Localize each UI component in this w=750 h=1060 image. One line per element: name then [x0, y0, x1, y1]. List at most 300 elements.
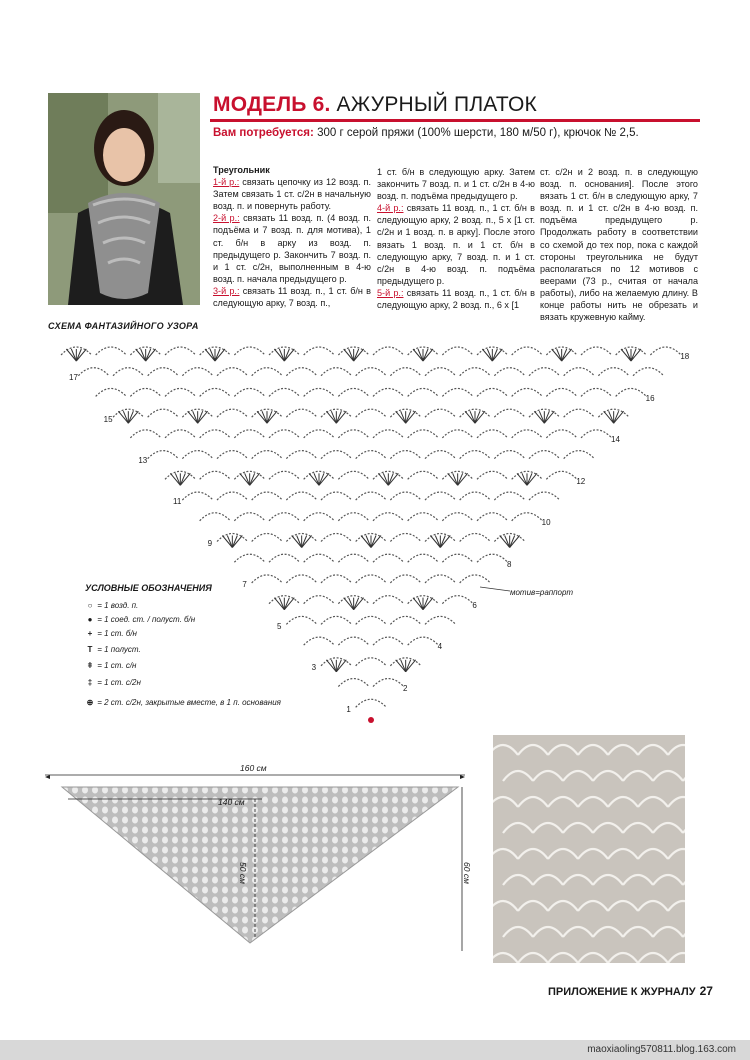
chain-arc — [269, 554, 300, 562]
fan-stitch — [146, 349, 151, 361]
fan-stitch — [440, 536, 445, 548]
fan-stitch — [257, 411, 267, 423]
fan-stitch — [388, 473, 398, 485]
chain-arc — [529, 368, 560, 376]
chain-arc — [338, 513, 369, 521]
row-1-label: 1-й р.: — [213, 177, 240, 188]
chain-arc — [200, 471, 231, 479]
chain-arc — [356, 451, 387, 459]
chain-arc — [494, 368, 525, 376]
chain-arc — [546, 471, 577, 479]
fan-stitch — [274, 349, 284, 361]
chain-arc — [512, 388, 543, 396]
chain-arc — [304, 637, 335, 645]
fan-stitch — [482, 349, 492, 361]
fan-stitch — [500, 536, 510, 548]
fan-stitch — [418, 349, 423, 361]
fan-stitch — [354, 349, 359, 361]
chain-arc — [304, 430, 335, 438]
fan-stitch — [388, 473, 393, 485]
fan-stitch — [128, 411, 138, 423]
chain-arc — [113, 368, 144, 376]
chain-arc — [408, 471, 439, 479]
lace-arc — [638, 745, 668, 755]
chain-arc — [252, 451, 283, 459]
fan-stitch — [279, 598, 284, 610]
fan-stitch — [401, 660, 406, 672]
lace-arc — [563, 875, 593, 885]
chain-arc — [269, 388, 300, 396]
watermark-text: maoxiaoling570811.blog.163.com — [587, 1044, 736, 1055]
lace-arc — [593, 927, 623, 937]
row-number: 3 — [311, 663, 317, 673]
single-crochet-icon: + — [87, 629, 93, 638]
cluster-icon: ⊕ — [86, 698, 94, 707]
chain-arc — [217, 368, 248, 376]
lace-arc — [683, 823, 685, 833]
chain-arc — [321, 616, 352, 624]
lace-arc — [623, 771, 653, 781]
fan-stitch — [118, 411, 128, 423]
fan-stitch — [475, 411, 485, 423]
fan-stitch — [314, 473, 319, 485]
scheme-title: СХЕМА ФАНТАЗИЙНОГО УЗОРА — [48, 321, 199, 331]
fan-stitch — [227, 536, 232, 548]
fan-stitch — [274, 598, 284, 610]
fan-stitch — [423, 349, 428, 361]
chain-arc — [286, 575, 317, 583]
fan-stitch — [76, 349, 86, 361]
chain-arc — [442, 347, 473, 355]
start-marker — [368, 717, 374, 723]
fan-stitch — [487, 349, 492, 361]
lace-arc — [593, 771, 623, 781]
chain-arc — [269, 471, 300, 479]
fan-stitch — [76, 349, 81, 361]
fan-stitch — [262, 411, 267, 423]
lace-arc — [608, 901, 638, 911]
fan-stitch — [284, 349, 289, 361]
row-5-label: 5-й р.: — [377, 287, 404, 298]
row-number: 1 — [346, 704, 351, 714]
lace-arc — [638, 849, 668, 859]
fan-stitch — [626, 349, 631, 361]
fan-stitch — [232, 536, 242, 548]
lace-arc — [653, 771, 683, 781]
chain-arc — [356, 658, 387, 666]
chain-arc — [373, 347, 404, 355]
chain-arc — [234, 513, 265, 521]
chain-arc — [269, 513, 300, 521]
lace-arc — [623, 927, 653, 937]
chain-arc — [217, 409, 248, 417]
chain-arc — [529, 492, 560, 500]
fan-stitch — [267, 411, 277, 423]
row-number: 18 — [680, 352, 690, 362]
fan-stitch — [621, 349, 631, 361]
chain-arc — [234, 430, 265, 438]
fan-stitch — [146, 349, 156, 361]
fan-stitch — [250, 473, 255, 485]
motif-pointer — [480, 585, 512, 597]
fan-stitch — [544, 411, 549, 423]
fan-stitch — [366, 536, 371, 548]
chain-arc — [182, 492, 213, 500]
fan-stitch — [401, 411, 406, 423]
fan-stitch — [527, 473, 537, 485]
fan-stitch — [354, 349, 364, 361]
model-label: МОДЕЛЬ 6. — [213, 93, 331, 116]
fan-stitch — [396, 660, 406, 672]
chain-arc — [442, 513, 473, 521]
fan-stitch — [205, 349, 215, 361]
chain-arc — [425, 368, 456, 376]
page-number: 27 — [699, 984, 713, 998]
lace-arc — [623, 823, 653, 833]
chain-arc — [373, 596, 404, 604]
chain-arc — [460, 368, 491, 376]
crochet-scheme-diagram — [45, 335, 705, 730]
fan-stitch — [413, 349, 423, 361]
chain-arc — [321, 534, 352, 542]
fan-stitch — [336, 660, 341, 672]
fan-stitch — [279, 349, 284, 361]
chain-arc — [182, 368, 213, 376]
chain-arc — [130, 430, 161, 438]
chain-arc — [200, 388, 231, 396]
fan-stitch — [527, 473, 532, 485]
lace-arc — [548, 953, 578, 963]
fan-stitch — [175, 473, 180, 485]
row-3-label: 3-й р.: — [213, 285, 240, 296]
fan-stitch — [180, 473, 190, 485]
fan-stitch — [193, 411, 198, 423]
chain-arc — [165, 347, 196, 355]
lace-arc — [548, 745, 578, 755]
slip-stitch-icon: ● — [87, 615, 93, 624]
footer-label: ПРИЛОЖЕНИЕ К ЖУРНАЛУ — [548, 986, 696, 998]
lace-arc — [578, 797, 608, 807]
legend-title: УСЛОВНЫЕ ОБОЗНАЧЕНИЯ — [85, 583, 212, 593]
row-number: 15 — [103, 414, 113, 424]
lace-arc — [653, 875, 683, 885]
lace-arc — [493, 745, 518, 755]
chain-arc — [477, 554, 508, 562]
chain-arc — [356, 699, 387, 707]
lace-arc — [518, 745, 548, 755]
chain-arc — [148, 409, 179, 417]
chain-arc — [460, 451, 491, 459]
fan-stitch — [297, 536, 302, 548]
lace-arc — [503, 823, 533, 833]
chain-arc — [390, 492, 421, 500]
fan-stitch — [396, 411, 406, 423]
fan-stitch — [604, 411, 614, 423]
chain-icon: ○ — [87, 601, 93, 610]
width-outer-label: 160 см — [240, 763, 267, 773]
fan-stitch — [141, 349, 146, 361]
fan-stitch — [245, 473, 250, 485]
fan-stitch — [198, 411, 208, 423]
row-number: 8 — [507, 559, 512, 569]
chain-arc — [408, 554, 439, 562]
chain-arc — [286, 451, 317, 459]
fan-stitch — [349, 598, 354, 610]
chain-arc — [425, 451, 456, 459]
fan-stitch — [614, 411, 619, 423]
col3-text: ст. с/2н и 2 возд. п. в следующую возд. п. основания]. После этого вязать 1 ст. б/н в следующую арку, 7 возд. п. и 1 ст. с/2н в 4-ю возд. п. подъёма предыдущего р. Продолжать работу в соответствии со схемой до тех пор, пока с каждой стороны треугольника не будут располагаться по 12 мотивов с веерами (73 р., считая от начала работы), либо на желаемую длину. В конце работы нить не обрезать и вязать кружевную кайму. — [540, 167, 698, 323]
instructions-col-2 — [377, 166, 535, 311]
fan-stitch — [562, 349, 572, 361]
chain-arc — [234, 347, 265, 355]
lace-arc — [608, 849, 638, 859]
fan-stitch — [423, 598, 433, 610]
fan-stitch — [458, 473, 468, 485]
lace-arc — [578, 953, 608, 963]
fan-stitch — [123, 411, 128, 423]
chain-arc — [321, 575, 352, 583]
lace-arc — [563, 823, 593, 833]
fan-stitch — [517, 473, 527, 485]
height-outer-label: 60 см — [462, 862, 472, 884]
chain-arc — [338, 554, 369, 562]
lace-arc — [493, 953, 518, 963]
chain-arc — [321, 451, 352, 459]
legend-item-cluster: ⊕ = 2 ст. с/2н, закрытые вместе, в 1 п. основания — [86, 698, 281, 707]
fan-stitch — [406, 411, 411, 423]
chain-arc — [494, 451, 525, 459]
chain-arc — [390, 616, 421, 624]
chain-arc — [356, 409, 387, 417]
chain-arc — [633, 368, 664, 376]
materials-label: Вам потребуется: — [213, 127, 314, 139]
chain-arc — [200, 513, 231, 521]
chain-arc — [338, 430, 369, 438]
chain-arc — [581, 347, 612, 355]
fan-stitch — [614, 411, 624, 423]
fan-stitch — [539, 411, 544, 423]
fan-stitch — [371, 536, 381, 548]
fan-stitch — [475, 411, 480, 423]
lace-arc — [578, 901, 608, 911]
fan-stitch — [302, 536, 312, 548]
legend-item-hdc: T = 1 полуст. — [85, 645, 141, 654]
fan-stitch — [458, 473, 463, 485]
fan-stitch — [210, 349, 215, 361]
chain-arc — [373, 388, 404, 396]
chain-arc — [425, 492, 456, 500]
fan-stitch — [505, 536, 510, 548]
row-3-text: связать 11 возд. п., 1 ст. б/н в следующую арку, 7 возд. п., — [213, 285, 371, 309]
chain-arc — [304, 554, 335, 562]
chain-arc — [373, 554, 404, 562]
row-number: 6 — [472, 601, 477, 611]
chain-arc — [390, 575, 421, 583]
chain-arc — [546, 430, 577, 438]
row-number: 4 — [437, 642, 443, 652]
chain-arc — [512, 513, 543, 521]
lace-arc — [578, 849, 608, 859]
fan-stitch — [344, 349, 354, 361]
chain-arc — [269, 430, 300, 438]
page-footer — [548, 984, 713, 998]
chain-arc — [321, 492, 352, 500]
fan-stitch — [448, 473, 458, 485]
lace-arc — [503, 927, 533, 937]
row-number: 10 — [541, 518, 551, 528]
chain-arc — [304, 388, 335, 396]
fan-stitch — [492, 349, 497, 361]
lace-arc — [518, 953, 548, 963]
lace-arc — [548, 849, 578, 859]
row-number: 16 — [645, 393, 655, 403]
chain-arc — [373, 430, 404, 438]
chain-arc — [373, 637, 404, 645]
fan-stitch — [319, 473, 324, 485]
fan-stitch — [215, 349, 225, 361]
fan-stitch — [136, 349, 146, 361]
legend-item-dc: ǂ = 1 ст. с/н — [85, 661, 136, 670]
chain-arc — [165, 388, 196, 396]
col2-continuation: 1 ст. б/н в следующую арку. Затем закончить 7 возд. п. и 1 ст. с/2н в 4-ю возд. п. подъёма предыдущего р. — [377, 167, 535, 202]
lace-arc — [653, 823, 683, 833]
fan-stitch — [336, 660, 346, 672]
fan-stitch — [562, 349, 567, 361]
row-1-text: связать цепочку из 12 возд. п. Затем связать 1 ст. с/2н в начальную возд. п. и повернуть работу. — [213, 177, 371, 212]
double-crochet-icon: ǂ — [87, 661, 93, 670]
chain-arc — [356, 575, 387, 583]
chain-arc — [182, 451, 213, 459]
lace-arc — [548, 797, 578, 807]
chain-arc — [425, 616, 456, 624]
fan-stitch — [492, 349, 502, 361]
chain-arc — [390, 368, 421, 376]
chain-arc — [252, 492, 283, 500]
lace-arc — [683, 927, 685, 937]
row-4-label: 4-й р.: — [377, 203, 404, 214]
lace-arc — [638, 953, 668, 963]
chain-arc — [390, 451, 421, 459]
chain-arc — [564, 368, 595, 376]
fan-stitch — [557, 349, 562, 361]
fan-stitch — [215, 349, 220, 361]
row-number: 12 — [576, 476, 586, 486]
fan-stitch — [510, 536, 515, 548]
fan-stitch — [430, 536, 440, 548]
row-4-text: связать 11 возд. п., 1 ст. б/н в следующую арку, 2 возд. п., 5 х [1 ст. с/2н и 1 возд. п. в арку]. После этого вязать 1 возд. п. и 1 ст. б/н в следующую арку, 7 возд. п. и 1 ст. с/2н в 4-ю возд. п. подъёма предыдущего р. — [377, 203, 535, 286]
materials-text: 300 г серой пряжи (100% шерсти, 180 м/50 г), крючок № 2,5. — [317, 127, 639, 139]
fan-stitch — [534, 411, 544, 423]
fan-stitch — [510, 536, 520, 548]
chain-arc — [650, 347, 681, 355]
chain-arc — [286, 616, 317, 624]
chain-arc — [148, 451, 179, 459]
row-number: 14 — [611, 435, 620, 445]
fan-stitch — [240, 473, 250, 485]
fan-stitch — [465, 411, 475, 423]
chain-arc — [442, 388, 473, 396]
fan-stitch — [336, 411, 346, 423]
lace-arc — [533, 927, 563, 937]
fan-stitch — [284, 598, 294, 610]
legend-item-slip: ● = 1 соед. ст. / полуст. б/н — [85, 615, 195, 624]
chain-arc — [460, 492, 491, 500]
lace-arc — [533, 823, 563, 833]
chain-arc — [356, 492, 387, 500]
chain-arc — [616, 388, 647, 396]
row-number: 7 — [242, 580, 247, 590]
chain-arc — [165, 430, 196, 438]
chain-arc — [408, 430, 439, 438]
fan-stitch — [609, 411, 614, 423]
page-title — [213, 93, 537, 117]
fan-stitch — [128, 411, 133, 423]
lace-arc — [503, 771, 533, 781]
fan-stitch — [292, 536, 302, 548]
fan-stitch — [413, 598, 423, 610]
legend-item-sc: + = 1 ст. б/н — [85, 629, 137, 638]
lace-arc — [683, 771, 685, 781]
chain-arc — [96, 388, 127, 396]
chain-arc — [234, 554, 265, 562]
chain-arc — [564, 409, 595, 417]
chain-arc — [408, 637, 439, 645]
legend-item-tr: ‡ = 1 ст. с/2н — [85, 678, 141, 687]
chain-arc — [477, 471, 508, 479]
fan-stitch — [406, 660, 416, 672]
shawl-shape — [62, 787, 458, 943]
fan-stitch — [631, 349, 636, 361]
lace-arc — [518, 849, 548, 859]
chain-arc — [408, 513, 439, 521]
lace-arc — [518, 901, 548, 911]
chain-arc — [234, 388, 265, 396]
fan-stitch — [170, 473, 180, 485]
chain-arc — [512, 430, 543, 438]
chain-arc — [494, 492, 525, 500]
row-number: 17 — [69, 373, 78, 383]
fan-stitch — [319, 473, 329, 485]
lace-arc — [623, 875, 653, 885]
fan-stitch — [222, 536, 232, 548]
chain-arc — [442, 430, 473, 438]
lace-arc — [493, 901, 518, 911]
fan-stitch — [331, 411, 336, 423]
lace-arc — [533, 771, 563, 781]
lace-arc — [608, 745, 638, 755]
lace-arc — [638, 901, 668, 911]
chain-arc — [460, 575, 491, 583]
chain-arc — [217, 492, 248, 500]
chain-arc — [304, 347, 335, 355]
chain-arc — [390, 534, 421, 542]
chain-arc — [338, 679, 369, 687]
fan-stitch — [406, 411, 416, 423]
chain-arc — [460, 534, 491, 542]
fan-stitch — [383, 473, 388, 485]
chain-arc — [148, 368, 179, 376]
chain-arc — [356, 368, 387, 376]
fan-stitch — [354, 598, 359, 610]
chain-arc — [581, 388, 612, 396]
row-number: 9 — [207, 538, 213, 548]
chain-arc — [529, 451, 560, 459]
fan-stitch — [180, 473, 185, 485]
chain-arc — [286, 492, 317, 500]
lace-arc — [593, 875, 623, 885]
lace-arc — [668, 901, 685, 911]
chain-arc — [252, 368, 283, 376]
